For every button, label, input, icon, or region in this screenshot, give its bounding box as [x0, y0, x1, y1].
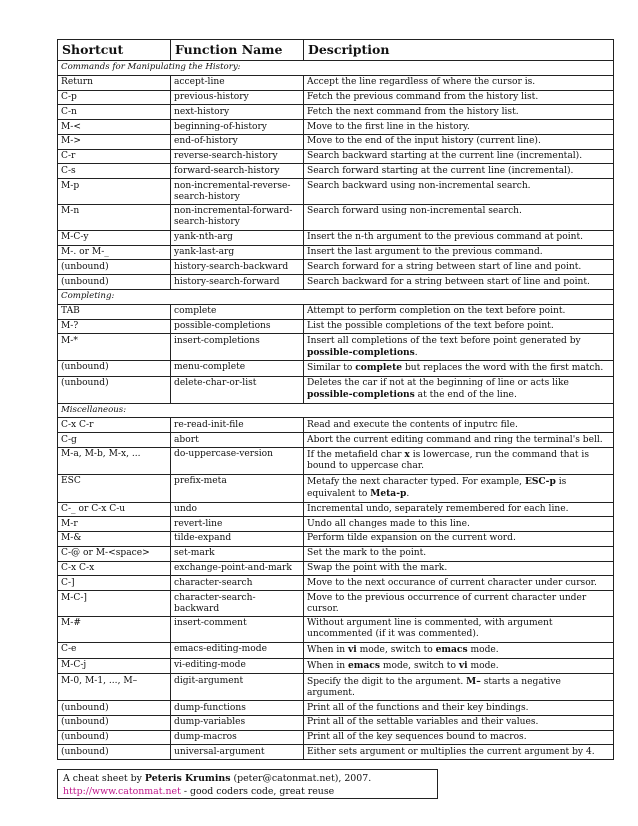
- table-row: [58, 546, 614, 561]
- shortcut-part: (unbound): [61, 261, 109, 272]
- shortcut-cell: [58, 205, 171, 231]
- shortcut-cell: [58, 658, 171, 674]
- table-row: [58, 134, 614, 149]
- description-cell: [304, 433, 614, 448]
- description-part: emacs: [348, 659, 380, 671]
- shortcut-cell: [58, 532, 171, 547]
- description-cell: [304, 591, 614, 617]
- description-cell: [304, 447, 614, 474]
- table-row: [58, 205, 614, 231]
- description-part: Search forward for a string between start of line and point.: [307, 261, 582, 272]
- description-part: mode, switch to: [379, 660, 459, 671]
- table-row: [58, 561, 614, 576]
- table-row: [58, 617, 614, 643]
- description-part: Attempt to perform completion on the text before point.: [307, 306, 566, 317]
- description-cell: [304, 546, 614, 561]
- table-row: [58, 447, 614, 474]
- shortcut-cell: [58, 120, 171, 135]
- description-part: Incremental undo, separately remembered for each line.: [307, 503, 569, 514]
- shortcut-cell: [58, 447, 171, 474]
- table-row: [58, 642, 614, 658]
- description-part: Similar to: [307, 363, 356, 374]
- shortcut-cell: [58, 502, 171, 517]
- table-row: [58, 658, 614, 674]
- description-cell: [304, 120, 614, 135]
- description-part: Fetch the next command from the history list.: [307, 106, 519, 117]
- shortcut-cell: [58, 319, 171, 334]
- table-row: [58, 361, 614, 377]
- table-row: [58, 334, 614, 361]
- description-cell: [304, 361, 614, 377]
- description-part: Read and execute the contents of inputrc file.: [307, 419, 518, 430]
- cheat-sheet-table: [57, 39, 614, 760]
- shortcut-part: C-]: [61, 577, 75, 588]
- table-body: [58, 61, 614, 760]
- description-cell: [304, 730, 614, 745]
- description-part: complete: [355, 362, 403, 374]
- description-part: .: [414, 347, 418, 358]
- table-row: [58, 164, 614, 179]
- shortcut-cell: [58, 304, 171, 319]
- shortcut-cell: [58, 546, 171, 561]
- description-part: Metafy the next character typed. For example,: [307, 477, 525, 488]
- section-title: Completing:: [58, 289, 614, 304]
- description-part: When in: [307, 660, 348, 671]
- shortcut-part: C-r: [61, 151, 76, 162]
- table-row: [58, 230, 614, 245]
- shortcut-part: M-.: [61, 246, 77, 257]
- description-part: Deletes the car if not at the beginning of line or acts like: [307, 378, 569, 389]
- section-row: [58, 289, 614, 304]
- table-row: [58, 433, 614, 448]
- description-part: Search backward using non-incremental search.: [307, 180, 531, 191]
- description-part: Insert the last argument to the previous command.: [307, 246, 543, 257]
- description-part: Search forward using non-incremental search.: [307, 206, 522, 217]
- footer-box: [57, 769, 438, 799]
- description-cell: [304, 517, 614, 532]
- description-cell: [304, 260, 614, 275]
- shortcut-part: C-x C-x: [61, 563, 95, 574]
- description-part: Abort the current editing command and ring the terminal's bell.: [307, 434, 603, 445]
- description-part: M–: [466, 675, 481, 687]
- function-name-cell: emacs-editing-mode: [171, 642, 304, 658]
- shortcut-cell: [58, 164, 171, 179]
- shortcut-cell: [58, 617, 171, 643]
- shortcut-cell: [58, 260, 171, 275]
- table-row: [58, 674, 614, 701]
- shortcut-part: (unbound): [61, 717, 109, 728]
- description-part: Move to the previous occurrence of current character under cursor.: [307, 592, 587, 614]
- function-name-cell: insert-completions: [171, 334, 304, 361]
- description-part: Fetch the previous command from the history list.: [307, 91, 539, 102]
- function-name-cell: universal-argument: [171, 745, 304, 760]
- function-name-cell: delete-char-or-list: [171, 376, 304, 403]
- shortcut-cell: [58, 275, 171, 290]
- shortcut-part: M-a, M-b, M-x, ...: [61, 449, 141, 460]
- shortcut-part: (unbound): [61, 732, 109, 743]
- description-part: Either sets argument or multiplies the current argument by 4.: [307, 746, 595, 757]
- shortcut-part: M-p: [61, 180, 80, 191]
- description-cell: [304, 245, 614, 260]
- description-part: at the end of the line.: [414, 390, 517, 401]
- function-name-cell: menu-complete: [171, 361, 304, 377]
- shortcut-cell: [58, 576, 171, 591]
- header-shortcut: Shortcut: [58, 40, 171, 61]
- table-row: [58, 502, 614, 517]
- function-name-cell: yank-last-arg: [171, 245, 304, 260]
- function-name-cell: complete: [171, 304, 304, 319]
- description-part: .: [406, 489, 410, 500]
- shortcut-cell: [58, 75, 171, 90]
- footer-prefix: A cheat sheet by: [63, 773, 145, 784]
- function-name-cell: history-search-forward: [171, 275, 304, 290]
- shortcut-part: or: [76, 246, 92, 257]
- description-part: Insert all completions of the text before point generated by: [307, 335, 581, 346]
- table-row: [58, 591, 614, 617]
- description-cell: [304, 418, 614, 433]
- description-cell: [304, 75, 614, 90]
- function-name-cell: undo: [171, 502, 304, 517]
- shortcut-cell: [58, 433, 171, 448]
- function-name-cell: abort: [171, 433, 304, 448]
- shortcut-part: (unbound): [61, 362, 109, 373]
- shortcut-part: M->: [61, 136, 82, 147]
- shortcut-cell: [58, 474, 171, 502]
- description-cell: [304, 304, 614, 319]
- shortcut-part: (unbound): [61, 746, 109, 757]
- shortcut-cell: [58, 715, 171, 730]
- shortcut-part: TAB: [61, 306, 80, 317]
- description-cell: [304, 474, 614, 502]
- footer-tagline: - good coders code, great reuse: [180, 786, 335, 797]
- header-function-name: Function Name: [171, 40, 304, 61]
- table-row: [58, 745, 614, 760]
- function-name-cell: non-incremental-reverse-search-history: [171, 179, 304, 205]
- shortcut-cell: [58, 179, 171, 205]
- description-part: ESC-p: [524, 476, 556, 488]
- description-part: vi: [458, 659, 468, 671]
- function-name-cell: do-uppercase-version: [171, 447, 304, 474]
- description-part: Print all of the key sequences bound to macros.: [307, 732, 527, 743]
- shortcut-part: M-n: [61, 206, 80, 217]
- shortcut-part: M-C-]: [61, 592, 87, 603]
- description-part: Accept the line regardless of where the cursor is.: [307, 77, 536, 88]
- shortcut-cell: [58, 561, 171, 576]
- function-name-cell: character-search: [171, 576, 304, 591]
- table-row: [58, 245, 614, 260]
- shortcut-cell: [58, 134, 171, 149]
- shortcut-cell: [58, 149, 171, 164]
- description-part: but replaces the word with the first match.: [402, 363, 604, 374]
- description-part: Perform tilde expansion on the current word.: [307, 533, 516, 544]
- description-part: Undo all changes made to this line.: [307, 518, 470, 529]
- function-name-cell: dump-functions: [171, 701, 304, 716]
- description-cell: [304, 674, 614, 701]
- footer-author: Peteris Krumins: [144, 773, 231, 784]
- function-name-cell: tilde-expand: [171, 532, 304, 547]
- function-name-cell: vi-editing-mode: [171, 658, 304, 674]
- shortcut-part: C-@: [61, 548, 81, 559]
- description-cell: [304, 532, 614, 547]
- shortcut-part: M-*: [61, 335, 78, 346]
- description-cell: [304, 179, 614, 205]
- function-name-cell: set-mark: [171, 546, 304, 561]
- shortcut-part: or: [80, 548, 96, 559]
- section-row: [58, 61, 614, 76]
- description-part: Search backward starting at the current line (incremental).: [307, 151, 583, 162]
- shortcut-cell: [58, 701, 171, 716]
- shortcut-cell: [58, 245, 171, 260]
- table-row: [58, 149, 614, 164]
- footer-link-line: [63, 785, 432, 798]
- description-cell: [304, 715, 614, 730]
- shortcut-cell: [58, 230, 171, 245]
- description-part: Search forward starting at the current line (incremental).: [307, 165, 574, 176]
- header-description: Description: [304, 40, 614, 61]
- table-row: [58, 105, 614, 120]
- table-row: [58, 75, 614, 90]
- function-name-cell: previous-history: [171, 90, 304, 105]
- function-name-cell: exchange-point-and-mark: [171, 561, 304, 576]
- shortcut-cell: [58, 376, 171, 403]
- shortcut-part: or: [75, 503, 92, 514]
- shortcut-part: C-p: [61, 91, 77, 102]
- function-name-cell: re-read-init-file: [171, 418, 304, 433]
- description-cell: [304, 90, 614, 105]
- description-part: Search backward for a string between start of line and point.: [307, 276, 590, 287]
- description-cell: [304, 658, 614, 674]
- table-row: [58, 474, 614, 502]
- function-name-cell: forward-search-history: [171, 164, 304, 179]
- table-row: [58, 701, 614, 716]
- description-cell: [304, 164, 614, 179]
- shortcut-part: M-C-j: [61, 659, 87, 670]
- table-row: [58, 418, 614, 433]
- description-part: Meta-p: [370, 488, 407, 500]
- shortcut-part: M-r: [61, 518, 78, 529]
- description-part: When in: [307, 645, 348, 656]
- shortcut-part: C-g: [61, 434, 77, 445]
- shortcut-part: M-&: [61, 533, 82, 544]
- function-name-cell: beginning-of-history: [171, 120, 304, 135]
- table-row: [58, 120, 614, 135]
- shortcut-part: C-x C-r: [61, 419, 94, 430]
- description-cell: [304, 617, 614, 643]
- footer-credit: [63, 772, 432, 785]
- function-name-cell: end-of-history: [171, 134, 304, 149]
- description-part: Specify the digit to the argument.: [307, 676, 467, 687]
- description-part: Swap the point with the mark.: [307, 563, 448, 574]
- function-name-cell: revert-line: [171, 517, 304, 532]
- shortcut-cell: [58, 642, 171, 658]
- section-title: Commands for Manipulating the History:: [58, 61, 614, 76]
- shortcut-part: (unbound): [61, 276, 109, 287]
- shortcut-part: M-?: [61, 320, 79, 331]
- description-cell: [304, 642, 614, 658]
- shortcut-part: M-C-y: [61, 232, 89, 243]
- shortcut-cell: [58, 361, 171, 377]
- section-title: Miscellaneous:: [58, 403, 614, 418]
- shortcut-part: M-0, M-1, ..., M–: [61, 675, 138, 686]
- table-row: [58, 576, 614, 591]
- description-cell: [304, 205, 614, 231]
- function-name-cell: possible-completions: [171, 319, 304, 334]
- shortcut-part: C-_: [61, 503, 76, 514]
- description-part: Move to the first line in the history.: [307, 121, 470, 132]
- function-name-cell: character-search-backward: [171, 591, 304, 617]
- function-name-cell: non-incremental-forward-search-history: [171, 205, 304, 231]
- shortcut-cell: [58, 105, 171, 120]
- shortcut-part: C-e: [61, 644, 77, 655]
- description-part: Insert the n-th argument to the previous command at point.: [307, 232, 584, 243]
- table-row: [58, 319, 614, 334]
- footer-suffix: (peter@catonmat.net), 2007.: [230, 773, 372, 784]
- description-part: Move to the next occurance of current character under cursor.: [307, 577, 597, 588]
- shortcut-part: M-<space>: [95, 548, 150, 559]
- description-part: possible-completions: [307, 346, 415, 358]
- description-cell: [304, 134, 614, 149]
- description-part: If the metafield char: [307, 450, 405, 461]
- table-row: [58, 517, 614, 532]
- table-row: [58, 275, 614, 290]
- table-row: [58, 730, 614, 745]
- table-row: [58, 304, 614, 319]
- description-cell: [304, 319, 614, 334]
- header-row: [58, 40, 614, 61]
- description-cell: [304, 334, 614, 361]
- description-cell: [304, 105, 614, 120]
- description-cell: [304, 376, 614, 403]
- function-name-cell: prefix-meta: [171, 474, 304, 502]
- function-name-cell: digit-argument: [171, 674, 304, 701]
- shortcut-part: C-n: [61, 106, 77, 117]
- description-part: is lowercase, run the command that is bound to uppercase char.: [307, 450, 590, 472]
- description-part: Without argument line is commented, with argument uncommented (if it was commented).: [307, 618, 553, 640]
- table-row: [58, 715, 614, 730]
- function-name-cell: yank-nth-arg: [171, 230, 304, 245]
- description-cell: [304, 576, 614, 591]
- description-part: is equivalent to: [307, 477, 567, 500]
- function-name-cell: dump-macros: [171, 730, 304, 745]
- shortcut-cell: [58, 517, 171, 532]
- description-cell: [304, 230, 614, 245]
- description-part: Print all of the settable variables and their values.: [307, 717, 539, 728]
- shortcut-cell: [58, 90, 171, 105]
- shortcut-part: Return: [61, 77, 93, 88]
- function-name-cell: accept-line: [171, 75, 304, 90]
- function-name-cell: dump-variables: [171, 715, 304, 730]
- description-cell: [304, 561, 614, 576]
- description-part: Print all of the functions and their key bindings.: [307, 702, 529, 713]
- description-part: emacs: [435, 644, 468, 656]
- description-cell: [304, 502, 614, 517]
- table-row: [58, 260, 614, 275]
- table-row: [58, 376, 614, 403]
- description-part: Set the mark to the point.: [307, 548, 427, 559]
- shortcut-cell: [58, 591, 171, 617]
- table-row: [58, 532, 614, 547]
- table-row: [58, 179, 614, 205]
- footer-link[interactable]: http://www.catonmat.net: [63, 786, 181, 797]
- shortcut-part: (unbound): [61, 702, 109, 713]
- shortcut-cell: [58, 334, 171, 361]
- shortcut-cell: [58, 674, 171, 701]
- description-part: starts a negative argument.: [307, 676, 561, 698]
- shortcut-part: C-s: [61, 165, 76, 176]
- function-name-cell: history-search-backward: [171, 260, 304, 275]
- section-row: [58, 403, 614, 418]
- shortcut-part: C-x C-u: [91, 503, 126, 514]
- function-name-cell: insert-comment: [171, 617, 304, 643]
- table-row: [58, 90, 614, 105]
- shortcut-part: ESC: [61, 476, 81, 487]
- description-part: List the possible completions of the text before point.: [307, 320, 554, 331]
- description-part: vi: [348, 644, 357, 656]
- description-cell: [304, 701, 614, 716]
- description-part: x: [404, 449, 410, 461]
- description-part: mode.: [467, 645, 499, 656]
- shortcut-part: M-<: [61, 121, 82, 132]
- shortcut-cell: [58, 745, 171, 760]
- description-part: mode.: [467, 660, 499, 671]
- shortcut-part: M-#: [61, 618, 82, 629]
- description-cell: [304, 745, 614, 760]
- shortcut-cell: [58, 730, 171, 745]
- description-cell: [304, 149, 614, 164]
- shortcut-part: M-_: [91, 246, 109, 257]
- function-name-cell: reverse-search-history: [171, 149, 304, 164]
- description-part: mode, switch to: [356, 645, 436, 656]
- description-part: Move to the end of the input history (current line).: [307, 136, 541, 147]
- description-part: possible-completions: [307, 389, 415, 401]
- shortcut-part: (unbound): [61, 378, 109, 389]
- shortcut-cell: [58, 418, 171, 433]
- description-cell: [304, 275, 614, 290]
- function-name-cell: next-history: [171, 105, 304, 120]
